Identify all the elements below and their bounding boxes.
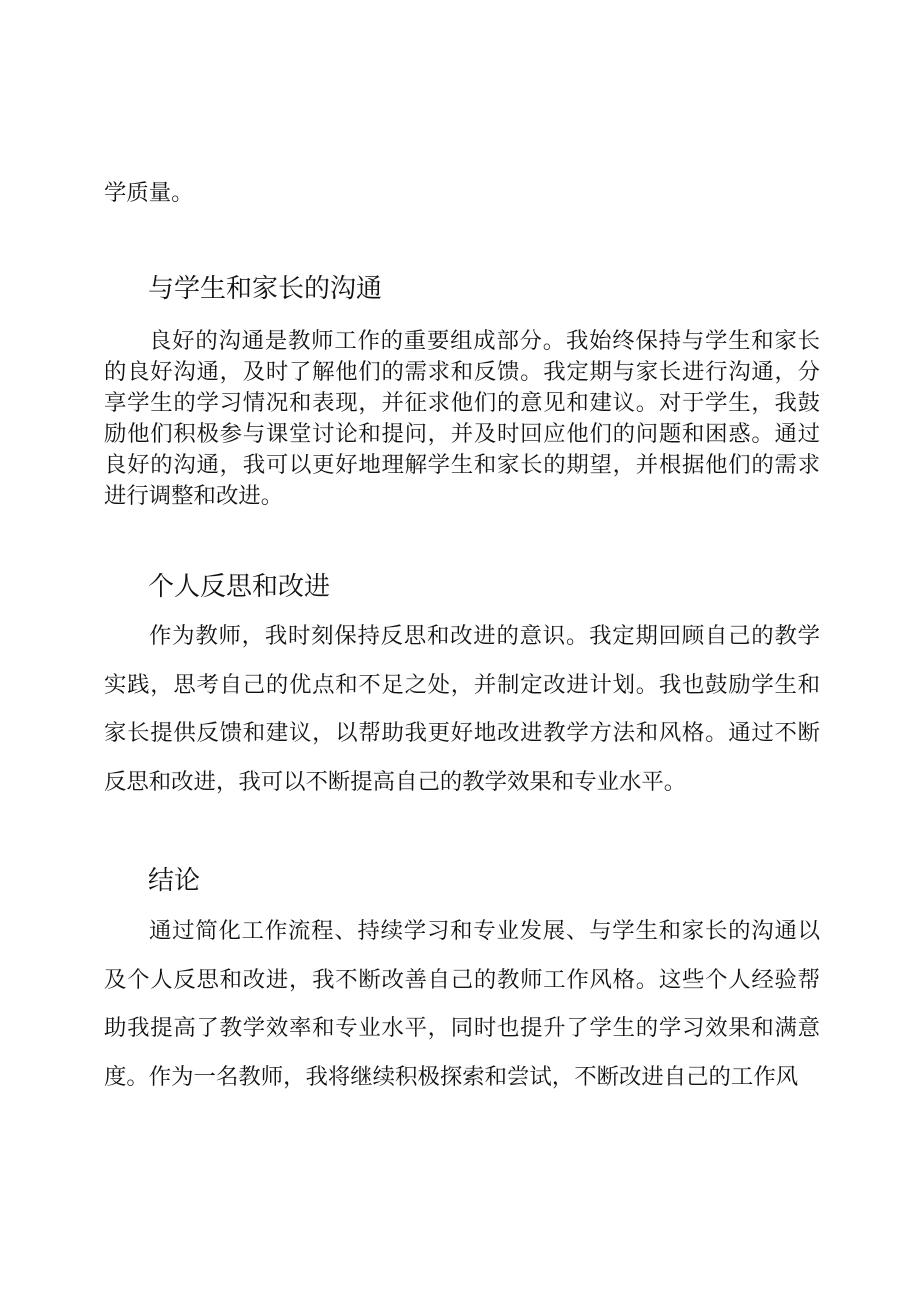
carryover-paragraph: 学质量。 [104,180,194,206]
section-heading-conclusion: 结论 [148,866,201,896]
section-heading-reflection: 个人反思和改进 [148,572,331,602]
section-heading-communication: 与学生和家长的沟通 [148,274,383,304]
section-body-conclusion: 通过简化工作流程、持续学习和专业发展、与学生和家长的沟通以及个人反思和改进，我不断改善自己的教师工作风格。这些个人经验帮助我提高了教学效率和专业水平，同时也提升了学生的学习效果和满意度。作为一名教师，我将继续积极探索和尝试，不断改进自己的工作风 [104,918,820,1090]
section-body-communication: 良好的沟通是教师工作的重要组成部分。我始终保持与学生和家长的良好沟通，及时了解他们的需求和反馈。我定期与家长进行沟通，分享学生的学习情况和表现，并征求他们的意见和建议。对于学生，我鼓励他们积极参与课堂讨论和提问，并及时回应他们的问题和困惑。通过良好的沟通，我可以更好地理解学生和家长的期望，并根据他们的需求进行调整和改进。 [104,328,820,509]
section-body-reflection: 作为教师，我时刻保持反思和改进的意识。我定期回顾自己的教学实践，思考自己的优点和不足之处，并制定改进计划。我也鼓励学生和家长提供反馈和建议，以帮助我更好地改进教学方法和风格。通过不断反思和改进，我可以不断提高自己的教学效果和专业水平。 [104,623,820,795]
